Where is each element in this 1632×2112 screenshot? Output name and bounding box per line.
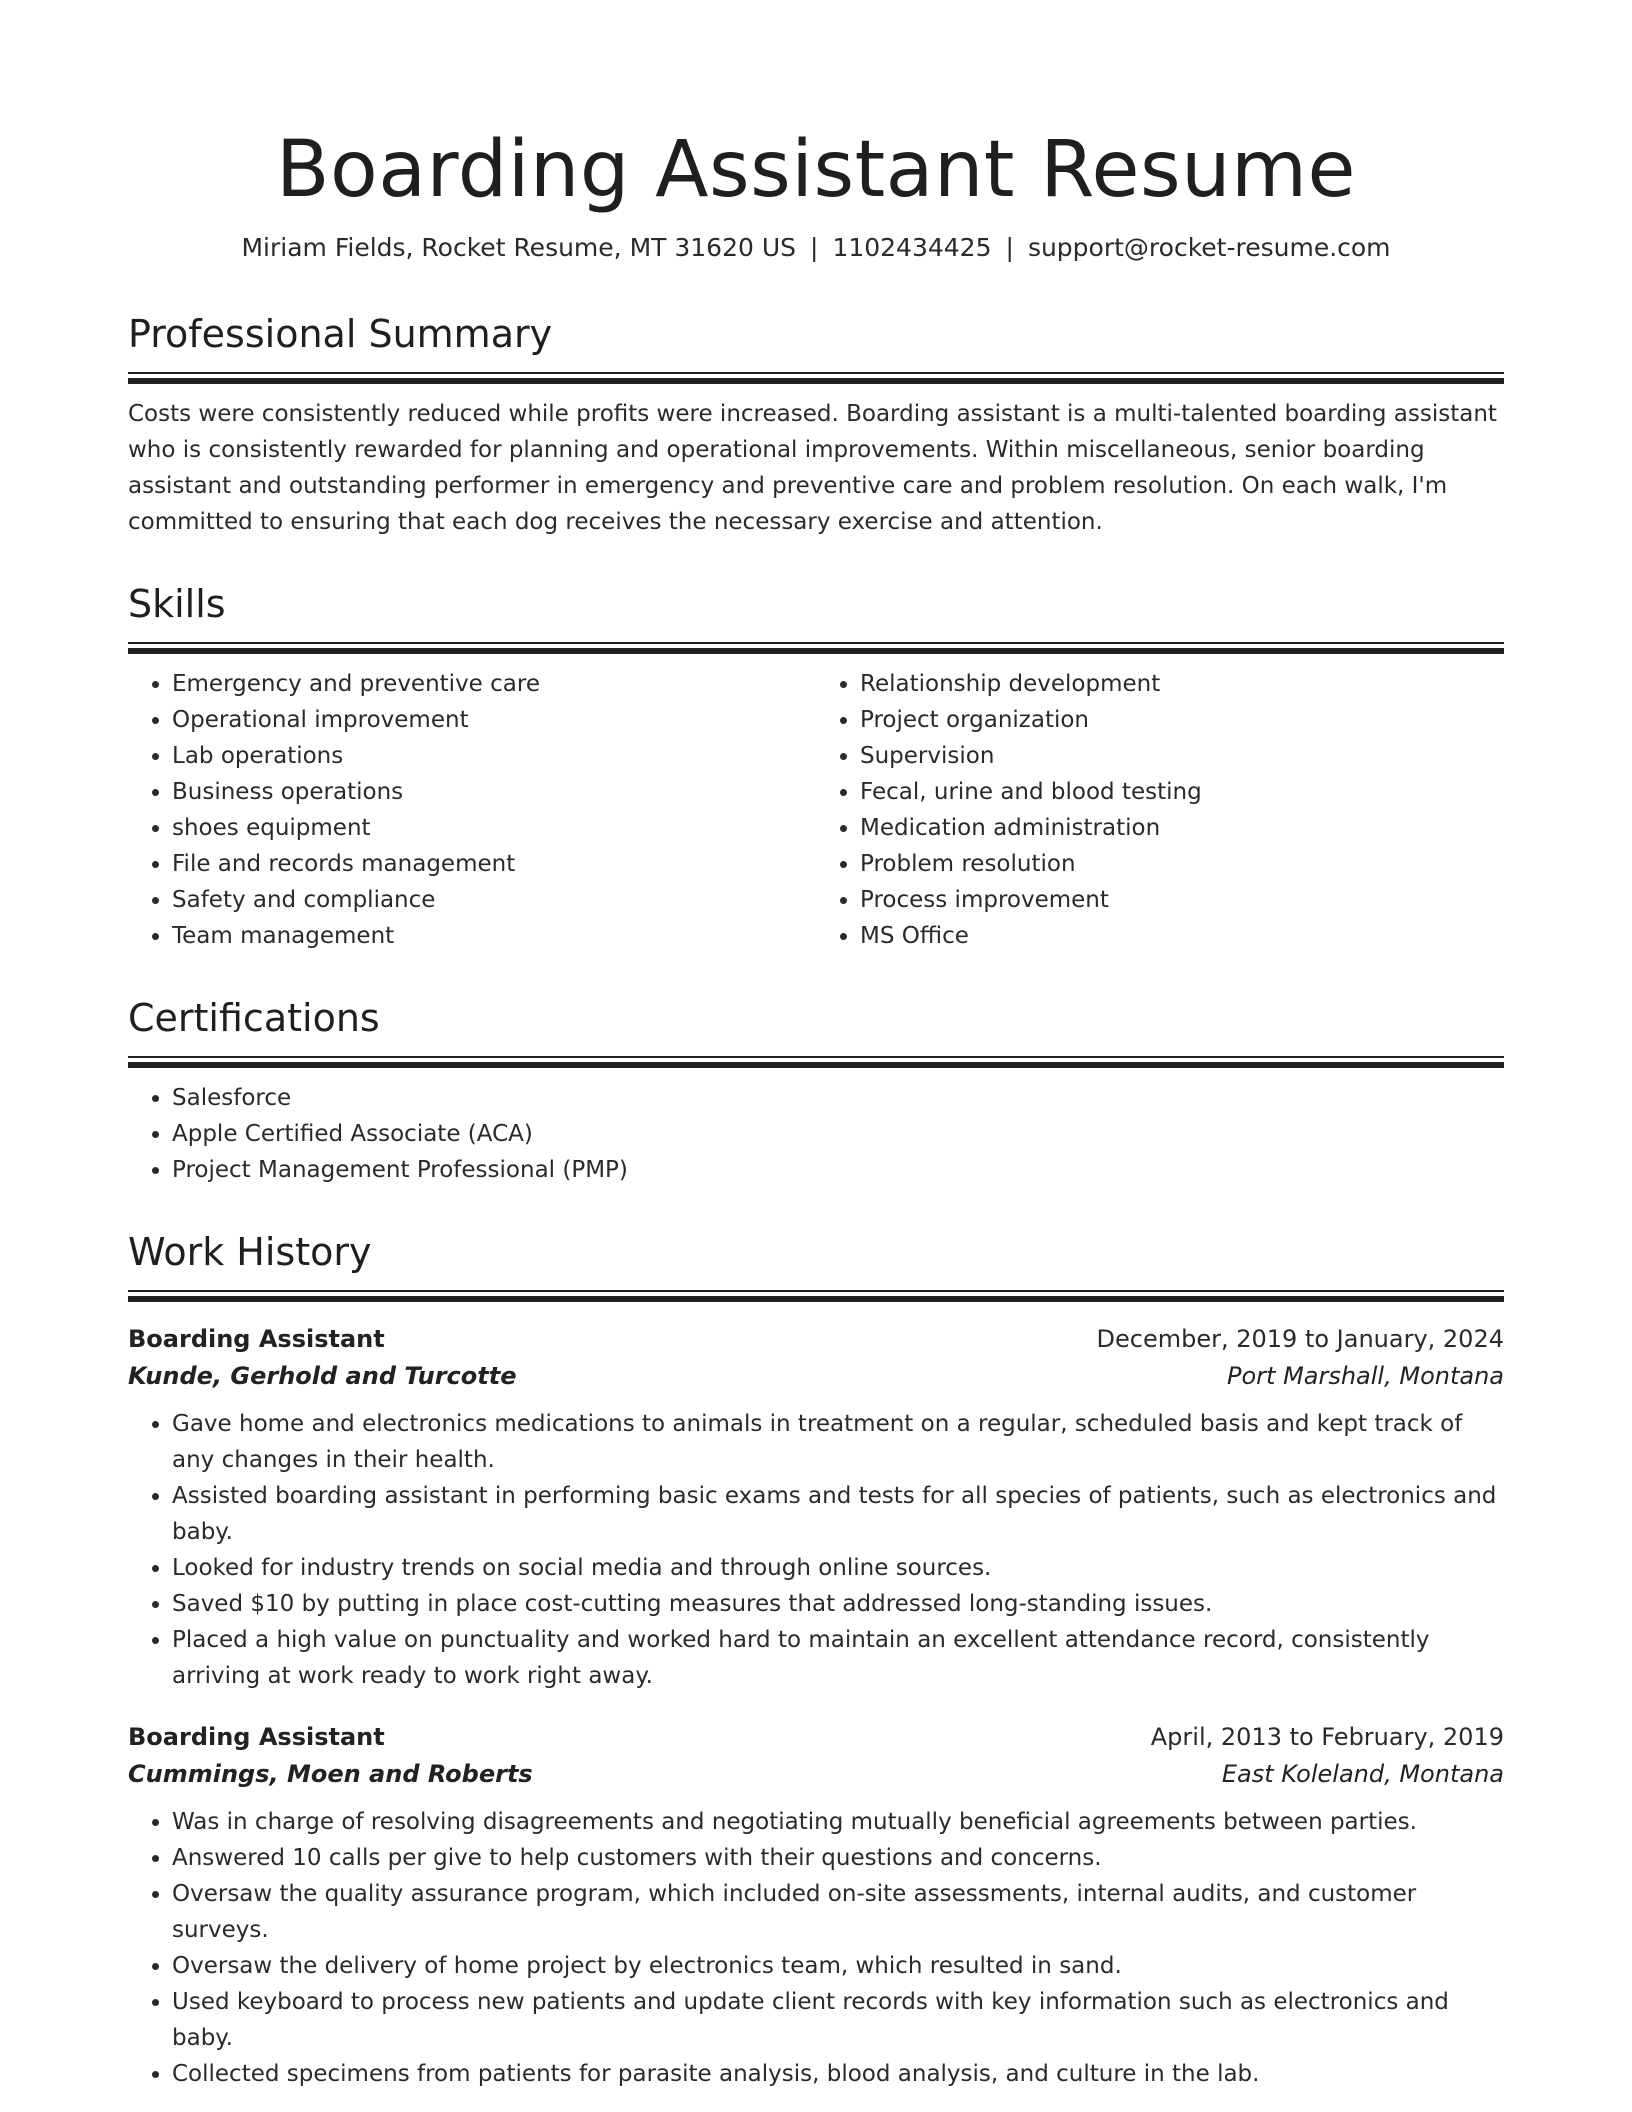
job-duty: • Collected specimens from patients for parasite analysis, blood analysis, and culture in the lab. — [172, 2056, 1504, 2092]
job-dates: December, 2019 to January, 2024 — [1096, 1325, 1504, 1353]
job-header — [128, 1320, 1504, 1358]
skill-item: • Relationship development — [860, 666, 1504, 702]
job-entry — [128, 1320, 1504, 1694]
job-duty: • Looked for industry trends on social media and through online sources. — [172, 1550, 1504, 1586]
certifications-section — [128, 994, 1504, 1188]
job-title: Boarding Assistant — [128, 1723, 385, 1751]
job-duty: • Placed a high value on punctuality and worked hard to maintain an excellent attendance record, consistently arriving at work ready to work right away. — [172, 1622, 1504, 1694]
skill-item: • Process improvement — [860, 882, 1504, 918]
certifications-list — [128, 1080, 1504, 1188]
skill-item: • Project organization — [860, 702, 1504, 738]
certification-item: • Salesforce — [172, 1080, 1504, 1116]
skill-item: • Team management — [172, 918, 816, 954]
page-title: Boarding Assistant Resume — [275, 125, 1356, 215]
job-location: East Koleland, Montana — [1221, 1760, 1504, 1788]
job-subheader — [128, 1756, 1504, 1792]
job-company: Cummings, Moen and Roberts — [128, 1760, 533, 1788]
skills-grid — [128, 666, 1504, 954]
job-location: Port Marshall, Montana — [1227, 1362, 1504, 1390]
skill-item: • Safety and compliance — [172, 882, 816, 918]
work-history-heading: Work History — [128, 1230, 372, 1274]
job-duty: • Oversaw the delivery of home project by electronics team, which resulted in sand. — [172, 1948, 1504, 1984]
summary-text: Costs were consistently reduced while profits were increased. Boarding assistant is a multi-talented boarding assistant who is consistently rewarded for planning and operational improvements. Within miscellaneous, senior boarding assistant and outstanding performer in emergency and preventive care and problem resolution. On each walk, I'm committed to ensuring that each dog receives the necessary exercise and attention. — [128, 401, 1497, 535]
job-duty: • Answered 10 calls per give to help customers with their questions and concerns. — [172, 1840, 1504, 1876]
certification-item: • Project Management Professional (PMP) — [172, 1152, 1504, 1188]
certification-item: • Apple Certified Associate (ACA) — [172, 1116, 1504, 1152]
job-subheader — [128, 1358, 1504, 1394]
job-dates: April, 2013 to February, 2019 — [1150, 1723, 1504, 1751]
section-divider — [128, 642, 1504, 654]
job-duty: • Was in charge of resolving disagreements and negotiating mutually beneficial agreements between parties. — [172, 1804, 1504, 1840]
skill-item: • shoes equipment — [172, 810, 816, 846]
skill-item: • Emergency and preventive care — [172, 666, 816, 702]
skills-list-left — [128, 666, 816, 954]
job-duty: • Used keyboard to process new patients and update client records with key information such as electronics and baby. — [172, 1984, 1504, 2056]
contact-phone: 1102434425 — [832, 233, 992, 262]
section-divider — [128, 1290, 1504, 1302]
job-duties-list — [128, 1406, 1504, 1694]
skill-item: • Business operations — [172, 774, 816, 810]
contact-email: support@rocket-resume.com — [1027, 233, 1391, 262]
job-company: Kunde, Gerhold and Turcotte — [128, 1362, 517, 1390]
skill-item: • File and records management — [172, 846, 816, 882]
skill-item: • Fecal, urine and blood testing — [860, 774, 1504, 810]
job-duties-list — [128, 1804, 1504, 2092]
section-divider — [128, 372, 1504, 384]
job-duty: • Assisted boarding assistant in performing basic exams and tests for all species of patients, such as electronics and baby. — [172, 1478, 1504, 1550]
contact-separator: | — [1005, 233, 1014, 262]
certifications-heading: Certifications — [128, 996, 380, 1040]
job-duty: • Gave home and electronics medications to animals in treatment on a regular, scheduled basis and kept track of any changes in their health. — [172, 1406, 1504, 1478]
skill-item: • Supervision — [860, 738, 1504, 774]
job-duty: • Saved $10 by putting in place cost-cutting measures that addressed long-standing issues. — [172, 1586, 1504, 1622]
skill-item: • Medication administration — [860, 810, 1504, 846]
skill-item: • Lab operations — [172, 738, 816, 774]
contact-line — [128, 230, 1504, 266]
resume-page — [128, 120, 1504, 2092]
summary-heading: Professional Summary — [128, 312, 553, 356]
skills-heading: Skills — [128, 582, 226, 626]
skills-section — [128, 580, 1504, 954]
work-history-section — [128, 1228, 1504, 2092]
skill-item: • MS Office — [860, 918, 1504, 954]
job-duty: • Oversaw the quality assurance program, which included on-site assessments, internal audits, and customer surveys. — [172, 1876, 1504, 1948]
summary-section — [128, 310, 1504, 540]
contact-separator: | — [810, 233, 819, 262]
job-title: Boarding Assistant — [128, 1325, 385, 1353]
job-header — [128, 1718, 1504, 1756]
section-divider — [128, 1056, 1504, 1068]
skill-item: • Problem resolution — [860, 846, 1504, 882]
job-entry — [128, 1718, 1504, 2092]
skill-item: • Operational improvement — [172, 702, 816, 738]
contact-address: Miriam Fields, Rocket Resume, MT 31620 US — [241, 233, 796, 262]
skills-list-right — [816, 666, 1504, 954]
